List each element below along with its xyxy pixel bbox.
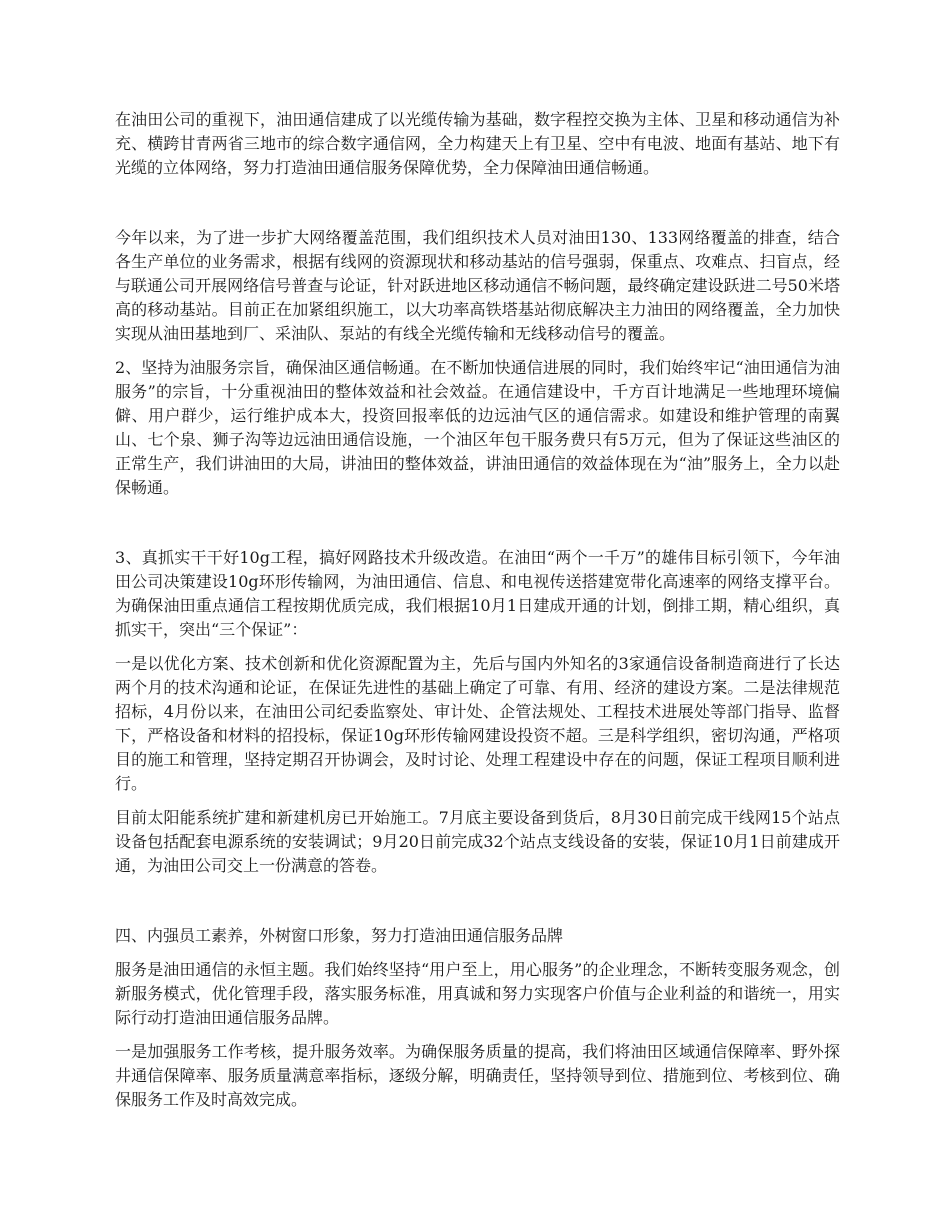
paragraph-network-coverage: 今年以来，为了进一步扩大网络覆盖范围，我们组织技术人员对油田130、133网络覆盖的排查，结合各生产单位的业务需求，根据有线网的资源现状和移动基站的信号强弱，保重点、攻难点、扫盲点，经与联通公司开展网络信号普查与论证，针对跃进地区移动通信不畅问题，最终确定建设跃进二号50米塔高的移动基站。目前正在加紧组织施工，以大功率高铁塔基站彻底解决主力油田的网络覆盖，全力加快实现从油田基地到厂、采油队、泵站的有线全光缆传输和无线移动信号的覆盖。 [115,228,840,343]
paragraph-service-theme: 服务是油田通信的永恒主题。我们始终坚持“用户至上，用心服务”的企业理念，不断转变服务观念，创新服务模式，优化管理手段，落实服务标准，用真诚和努力实现客户价值与企业利益的和谐统一，用实际行动打造油田通信服务品牌。 [115,960,840,1027]
paragraph-service-assessment: 一是加强服务工作考核，提升服务效率。为确保服务质量的提高，我们将油田区域通信保障率、野外探井通信保障率、服务质量满意率指标，逐级分解，明确责任，坚持领导到位、措施到位、考核到位、确保服务工作及时高效完成。 [115,1042,840,1109]
paragraph-service-purpose: 2、坚持为油服务宗旨，确保油区通信畅通。在不断加快通信进展的同时，我们始终牢记“油田通信为油服务”的宗旨，十分重视油田的整体效益和社会效益。在通信建设中，千方百计地满足一些地理环境偏僻、用户群少，运行维护成本大，投资回报率低的边远油气区的通信需求。如建设和维护管理的南翼山、七个泉、狮子沟等边远油田通信设施，一个油区年包干服务费只有5万元，但为了保证这些油区的正常生产，我们讲油田的大局，讲油田的整体效益，讲油田通信的效益体现在为“油”服务上，全力以赴保畅通。 [115,358,840,497]
paragraph-construction-progress: 目前太阳能系统扩建和新建机房已开始施工。7月底主要设备到货后，8月30日前完成干线网15个站点设备包括配套电源系统的安装调试；9月20日前完成32个站点支线设备的安装，保证10月1日前建成开通，为油田公司交上一份满意的答卷。 [115,808,840,875]
document-body [115,108,840,1112]
paragraph-three-guarantees: 一是以优化方案、技术创新和优化资源配置为主，先后与国内外知名的3家通信设备制造商进行了长达两个月的技术沟通和论证，在保证先进性的基础上确定了可靠、有用、经济的建设方案。二是法律规范招标，4月份以来，在油田公司纪委监察处、审计处、企管法规处、工程技术进展处等部门指导、监督下，严格设备和材料的招投标，保证10g环形传输网建设投资不超。三是科学组织，密切沟通，严格项目的施工和管理，坚持定期召开协调会，及时讨论、处理工程建设中存在的问题，保证工程项目顺利进行。 [115,654,840,793]
section-heading-service-brand: 四、内强员工素养，外树窗口形象，努力打造油田通信服务品牌 [115,926,564,945]
paragraph-network-overview: 在油田公司的重视下，油田通信建成了以光缆传输为基础，数字程控交换为主体、卫星和移动通信为补充、横跨甘青两省三地市的综合数字通信网，全力构建天上有卫星、空中有电波、地面有基站、地下有光缆的立体网络，努力打造油田通信服务保障优势，全力保障油田通信畅通。 [115,110,840,177]
paragraph-10g-project: 3、真抓实干干好10g工程，搞好网路技术升级改造。在油田“两个一千万”的雄伟目标引领下，今年油田公司决策建设10g环形传输网，为油田通信、信息、和电视传送搭建宽带化高速率的网络支撑平台。为确保油田重点通信工程按期优质完成，我们根据10月1日建成开通的计划，倒排工期，精心组织，真抓实干，突出“三个保证”： [115,548,840,639]
